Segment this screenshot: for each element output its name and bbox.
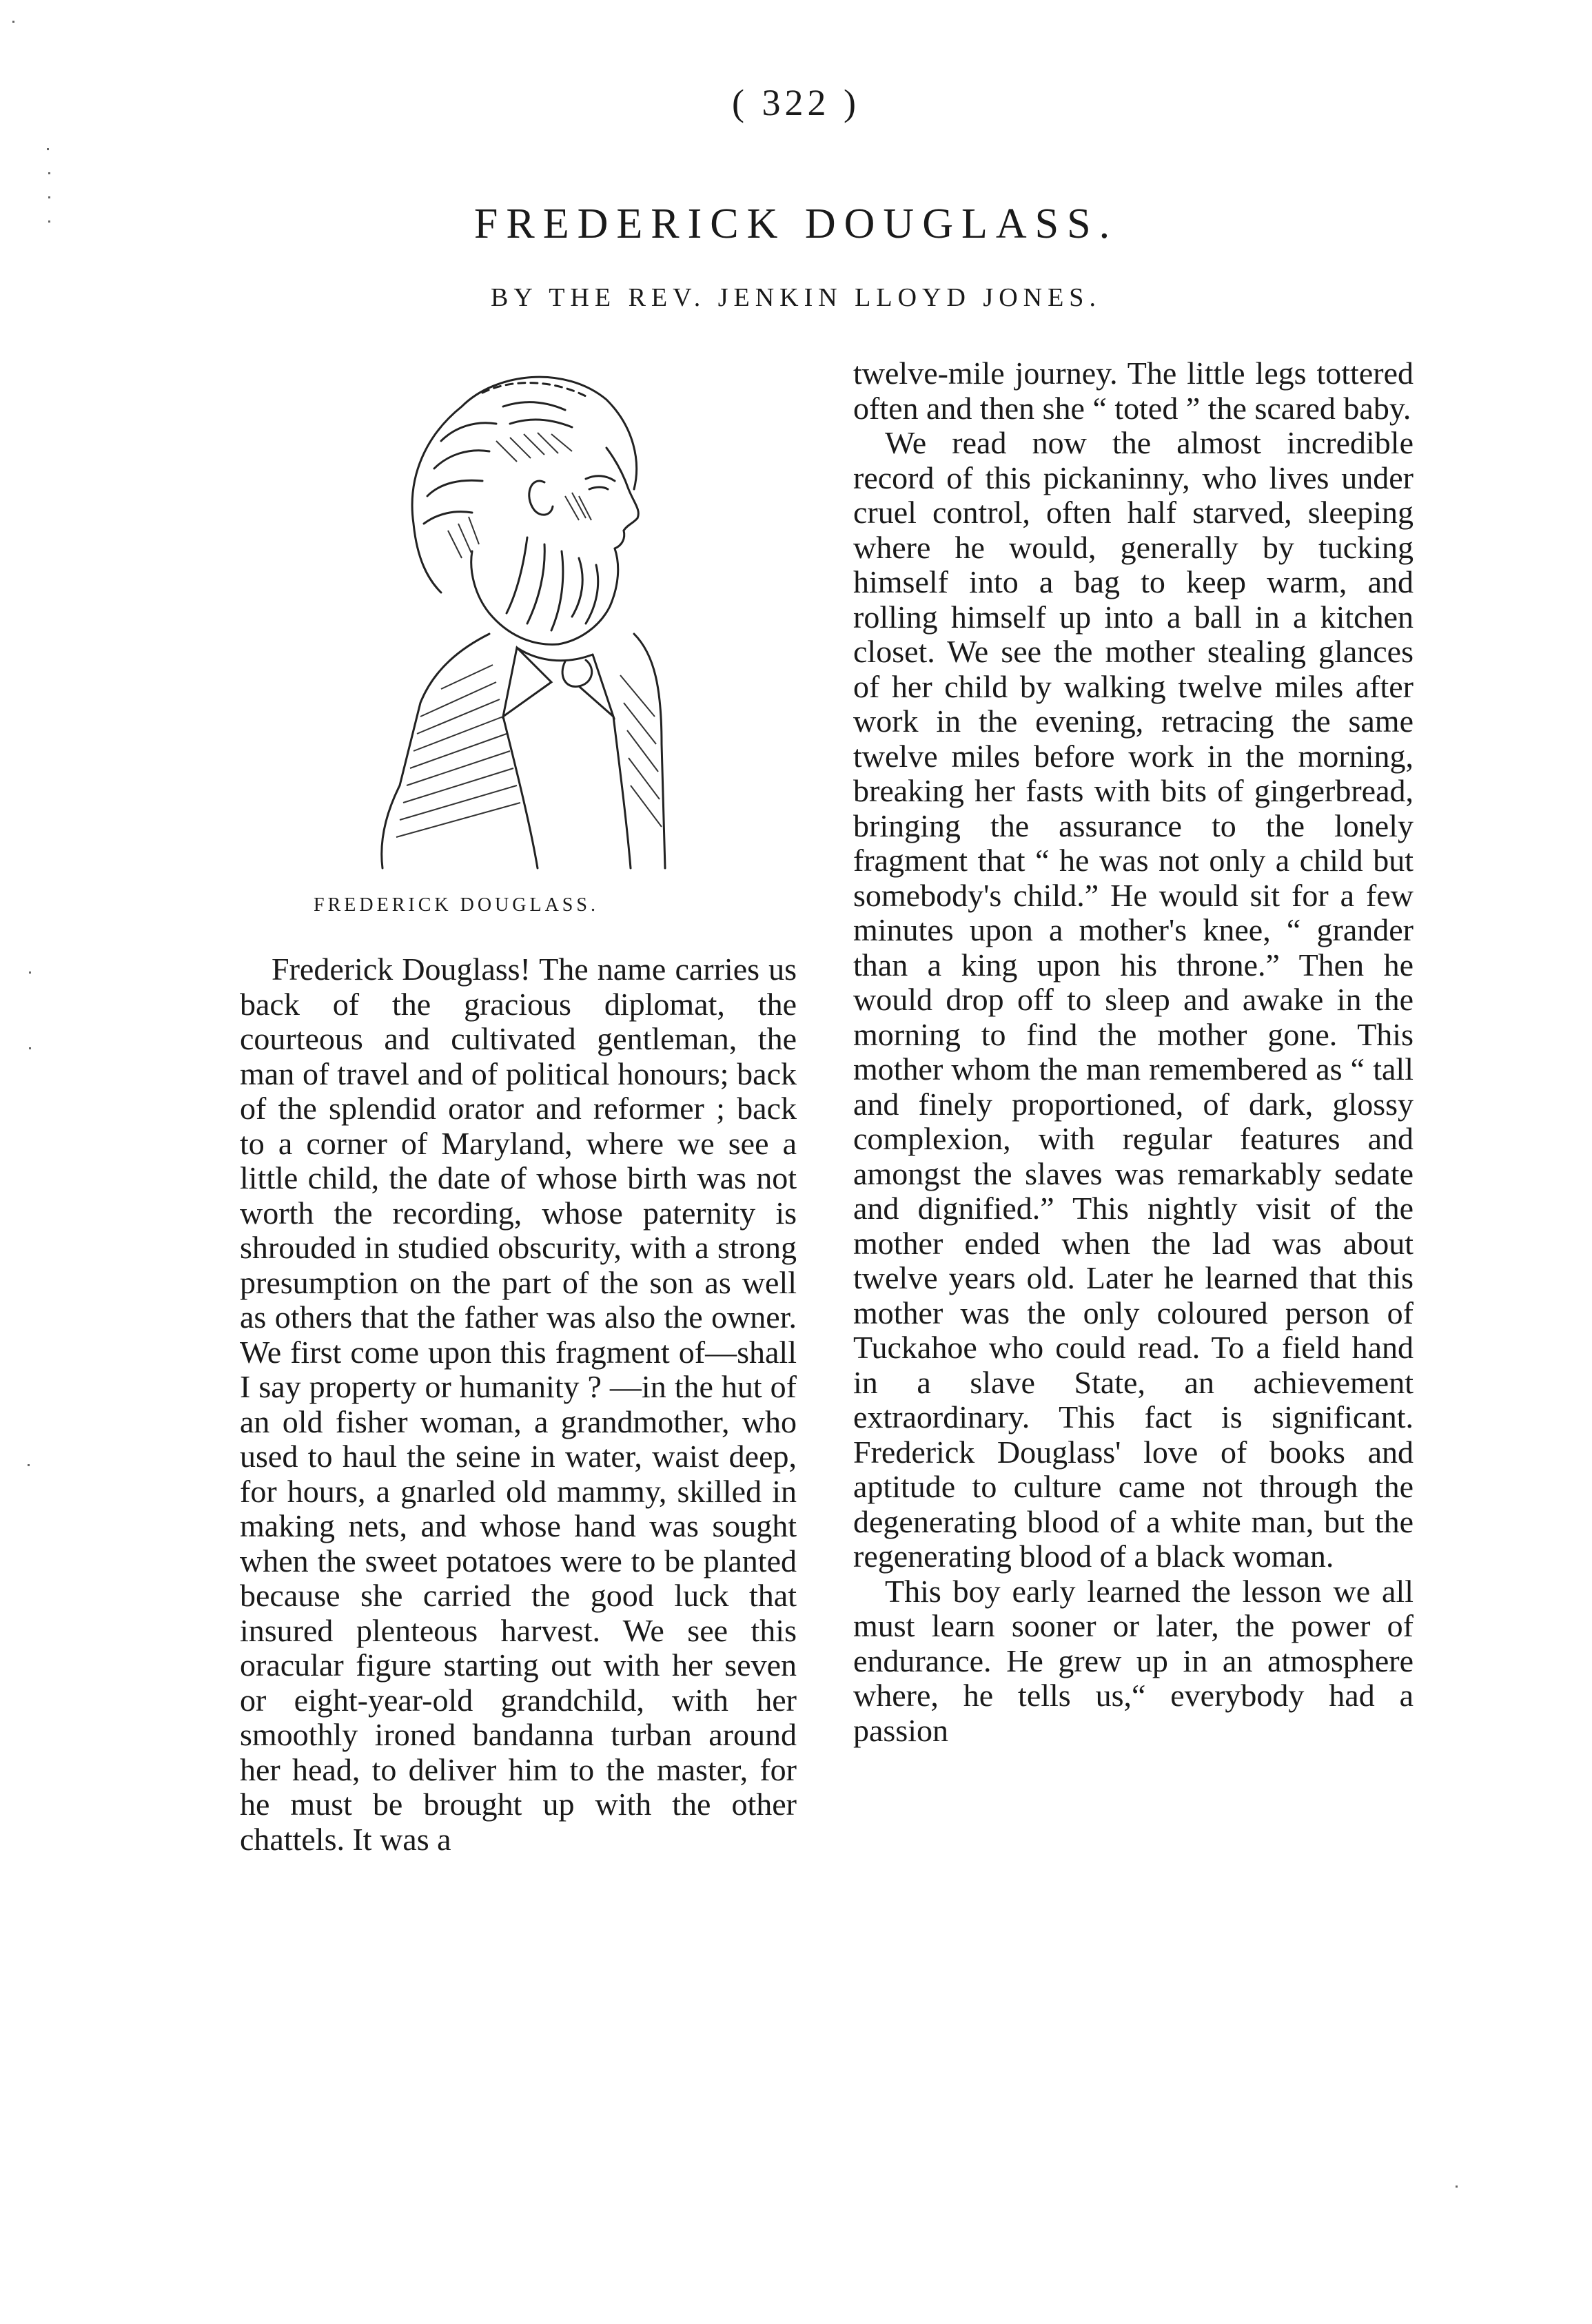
right-column (853, 356, 1414, 1748)
margin-speck (48, 196, 50, 198)
left-column (240, 952, 797, 1857)
paragraph: This boy early learned the lesson we all must learn sooner or later, the power of endurance. He grew up in an atmosphere where, he tells us,“ everybody had a passion (853, 1573, 1414, 1748)
margin-speck (28, 1464, 30, 1466)
margin-speck (1456, 2186, 1458, 2188)
paragraph: We read now the almost incredible record of this pickaninny, who lives under cruel control, often half starved, sleeping where he would, generally by tucking himself into a bag to keep warm, and rolling himself up into a ball in a kitchen closet. We see the mother stealing glances of her child by walking twelve miles after work in the evening, retracing the same twelve miles before work in the morning, breaking her fasts with bits of gingerbread, bringing the assurance to the lonely fragment that “ he was not only a child but somebody's child.” He would sit for a few minutes upon a mother's knee, “ grander than a king upon his throne.” Then he would drop off to sleep and awake in the morning to find the mother gone. This mother whom the man remembered as “ tall and finely proportioned, of dark, glossy complexion, with regular features and amongst the slaves was remarkably sedate and dignified.” This nightly visit of the mother ended when the lad was about twelve years old. Later he learned that this mother was the only coloured person of Tuckahoe who could read. To a field hand in a slave State, an achievement extraordinary. This fact is significant. Frederick Douglass' love of books and aptitude to culture came not through the degenerating blood of a white man, but the regenerating blood of a black woman. (853, 425, 1414, 1574)
margin-speck (47, 148, 49, 150)
paragraph: twelve-mile journey. The little legs tottered often and then she “ toted ” the scared baby. (853, 356, 1414, 426)
margin-speck (29, 1047, 31, 1049)
margin-speck (12, 21, 14, 23)
page-number: ( 322 ) (732, 82, 860, 123)
portrait-caption: FREDERICK DOUGLASS. (314, 894, 599, 916)
byline: BY THE REV. JENKIN LLOYD JONES. (491, 283, 1101, 312)
article-title: FREDERICK DOUGLASS. (473, 200, 1119, 247)
paragraph: Frederick Douglass! The name carries us back of the gracious diplomat, the courteous and cultivated gentleman, the man of travel and of political honours; back of the splendid orator and reformer ; back to a corner of Maryland, where we see a little child, the date of whose birth was not worth the recording, whose paternity is shrouded in studied obscurity, with a strong presumption on the part of the son as well as others that the father was also the owner. We first come upon this fragment of—shall I say property or humanity ? —in the hut of an old fisher woman, a grandmother, who used to haul the seine in water, waist deep, for hours, a gnarled old mammy, skilled in making nets, and whose hand was sought when the sweet potatoes were to be planted because she carried the good luck that insured plenteous harvest. We see this oracular figure starting out with her seven or eight-year-old grandchild, with her smoothly ironed bandanna turban around her head, to deliver him to the master, for he must be brought up with the other chattels. It was a (240, 952, 797, 1857)
margin-speck (29, 971, 31, 974)
margin-speck (48, 172, 50, 174)
portrait-engraving (358, 358, 682, 889)
